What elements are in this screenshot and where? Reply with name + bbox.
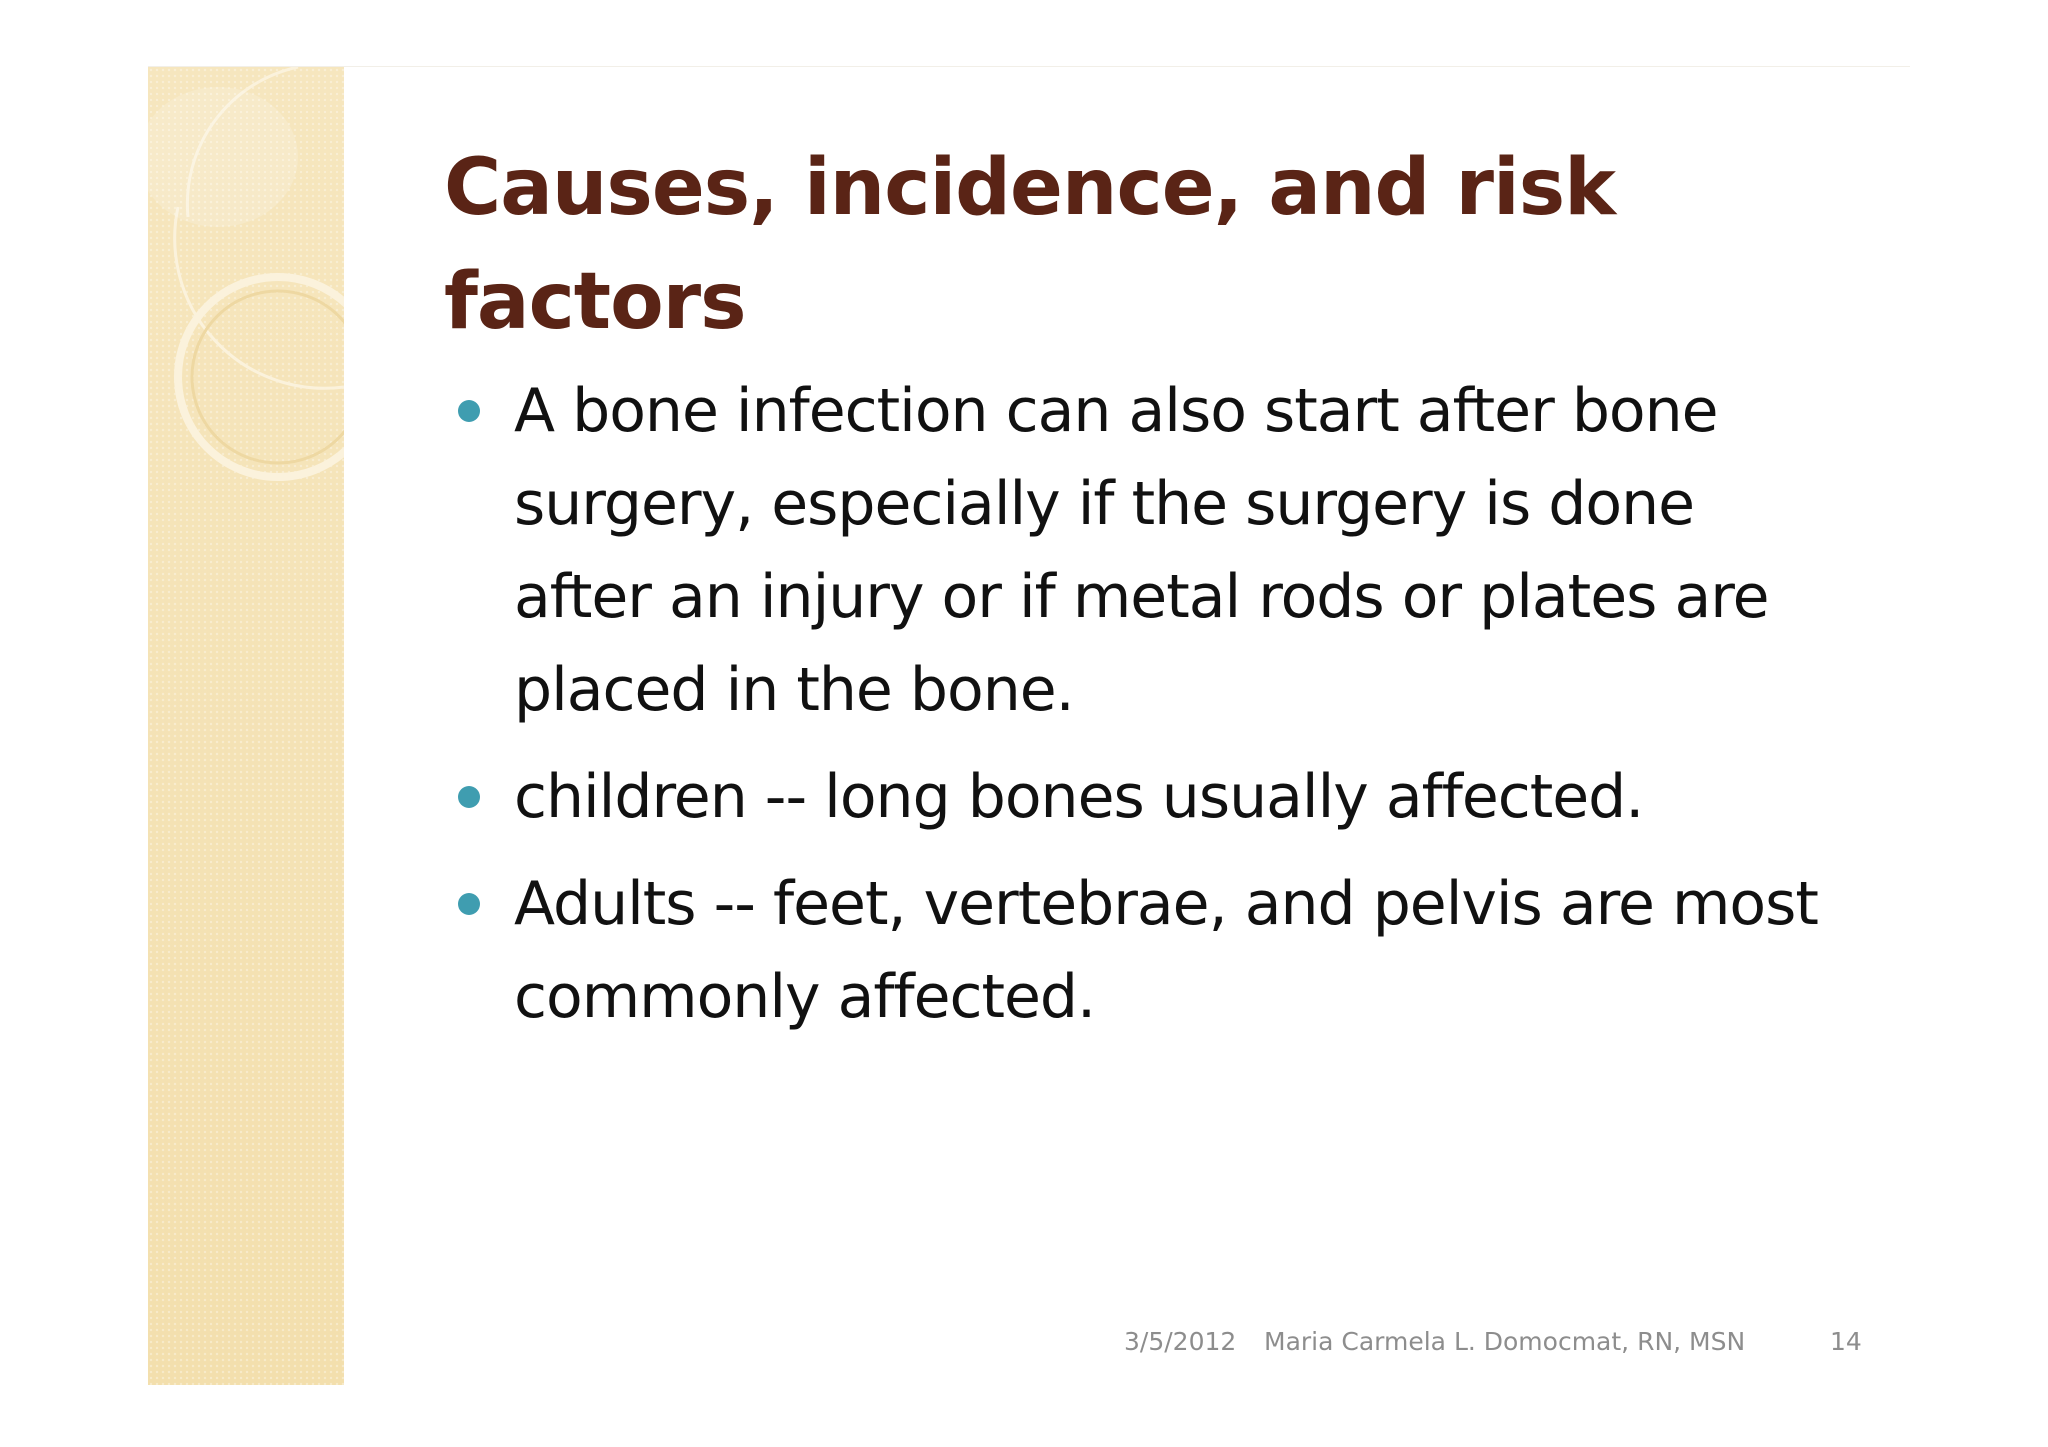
decorative-side-band	[148, 67, 344, 1385]
bullet-dot-icon	[458, 400, 480, 422]
bullet-text: A bone infection can also start after bone surgery, especially if the surgery is done after an injury or if metal rods or plates are placed in the bone.	[514, 376, 1769, 725]
bullet-dot-icon	[458, 893, 480, 915]
footer-author: Maria Carmela L. Domocmat, RN, MSN	[1264, 1327, 1746, 1356]
bullet-list	[444, 365, 1844, 1058]
bullet-dot-icon	[458, 786, 480, 808]
list-item	[444, 365, 1844, 737]
bullet-text: Adults -- feet, vertebrae, and pelvis are most commonly affected.	[514, 869, 1818, 1032]
list-item	[444, 751, 1844, 844]
decorative-circles-graphic	[148, 67, 344, 1385]
footer-date: 3/5/2012	[1124, 1327, 1237, 1356]
bullet-text: children -- long bones usually affected.	[514, 762, 1644, 832]
slide	[148, 66, 1910, 1385]
list-item	[444, 858, 1844, 1044]
slide-title: Causes, incidence, and risk factors	[444, 143, 1616, 347]
footer-page-number: 14	[1830, 1327, 1862, 1356]
